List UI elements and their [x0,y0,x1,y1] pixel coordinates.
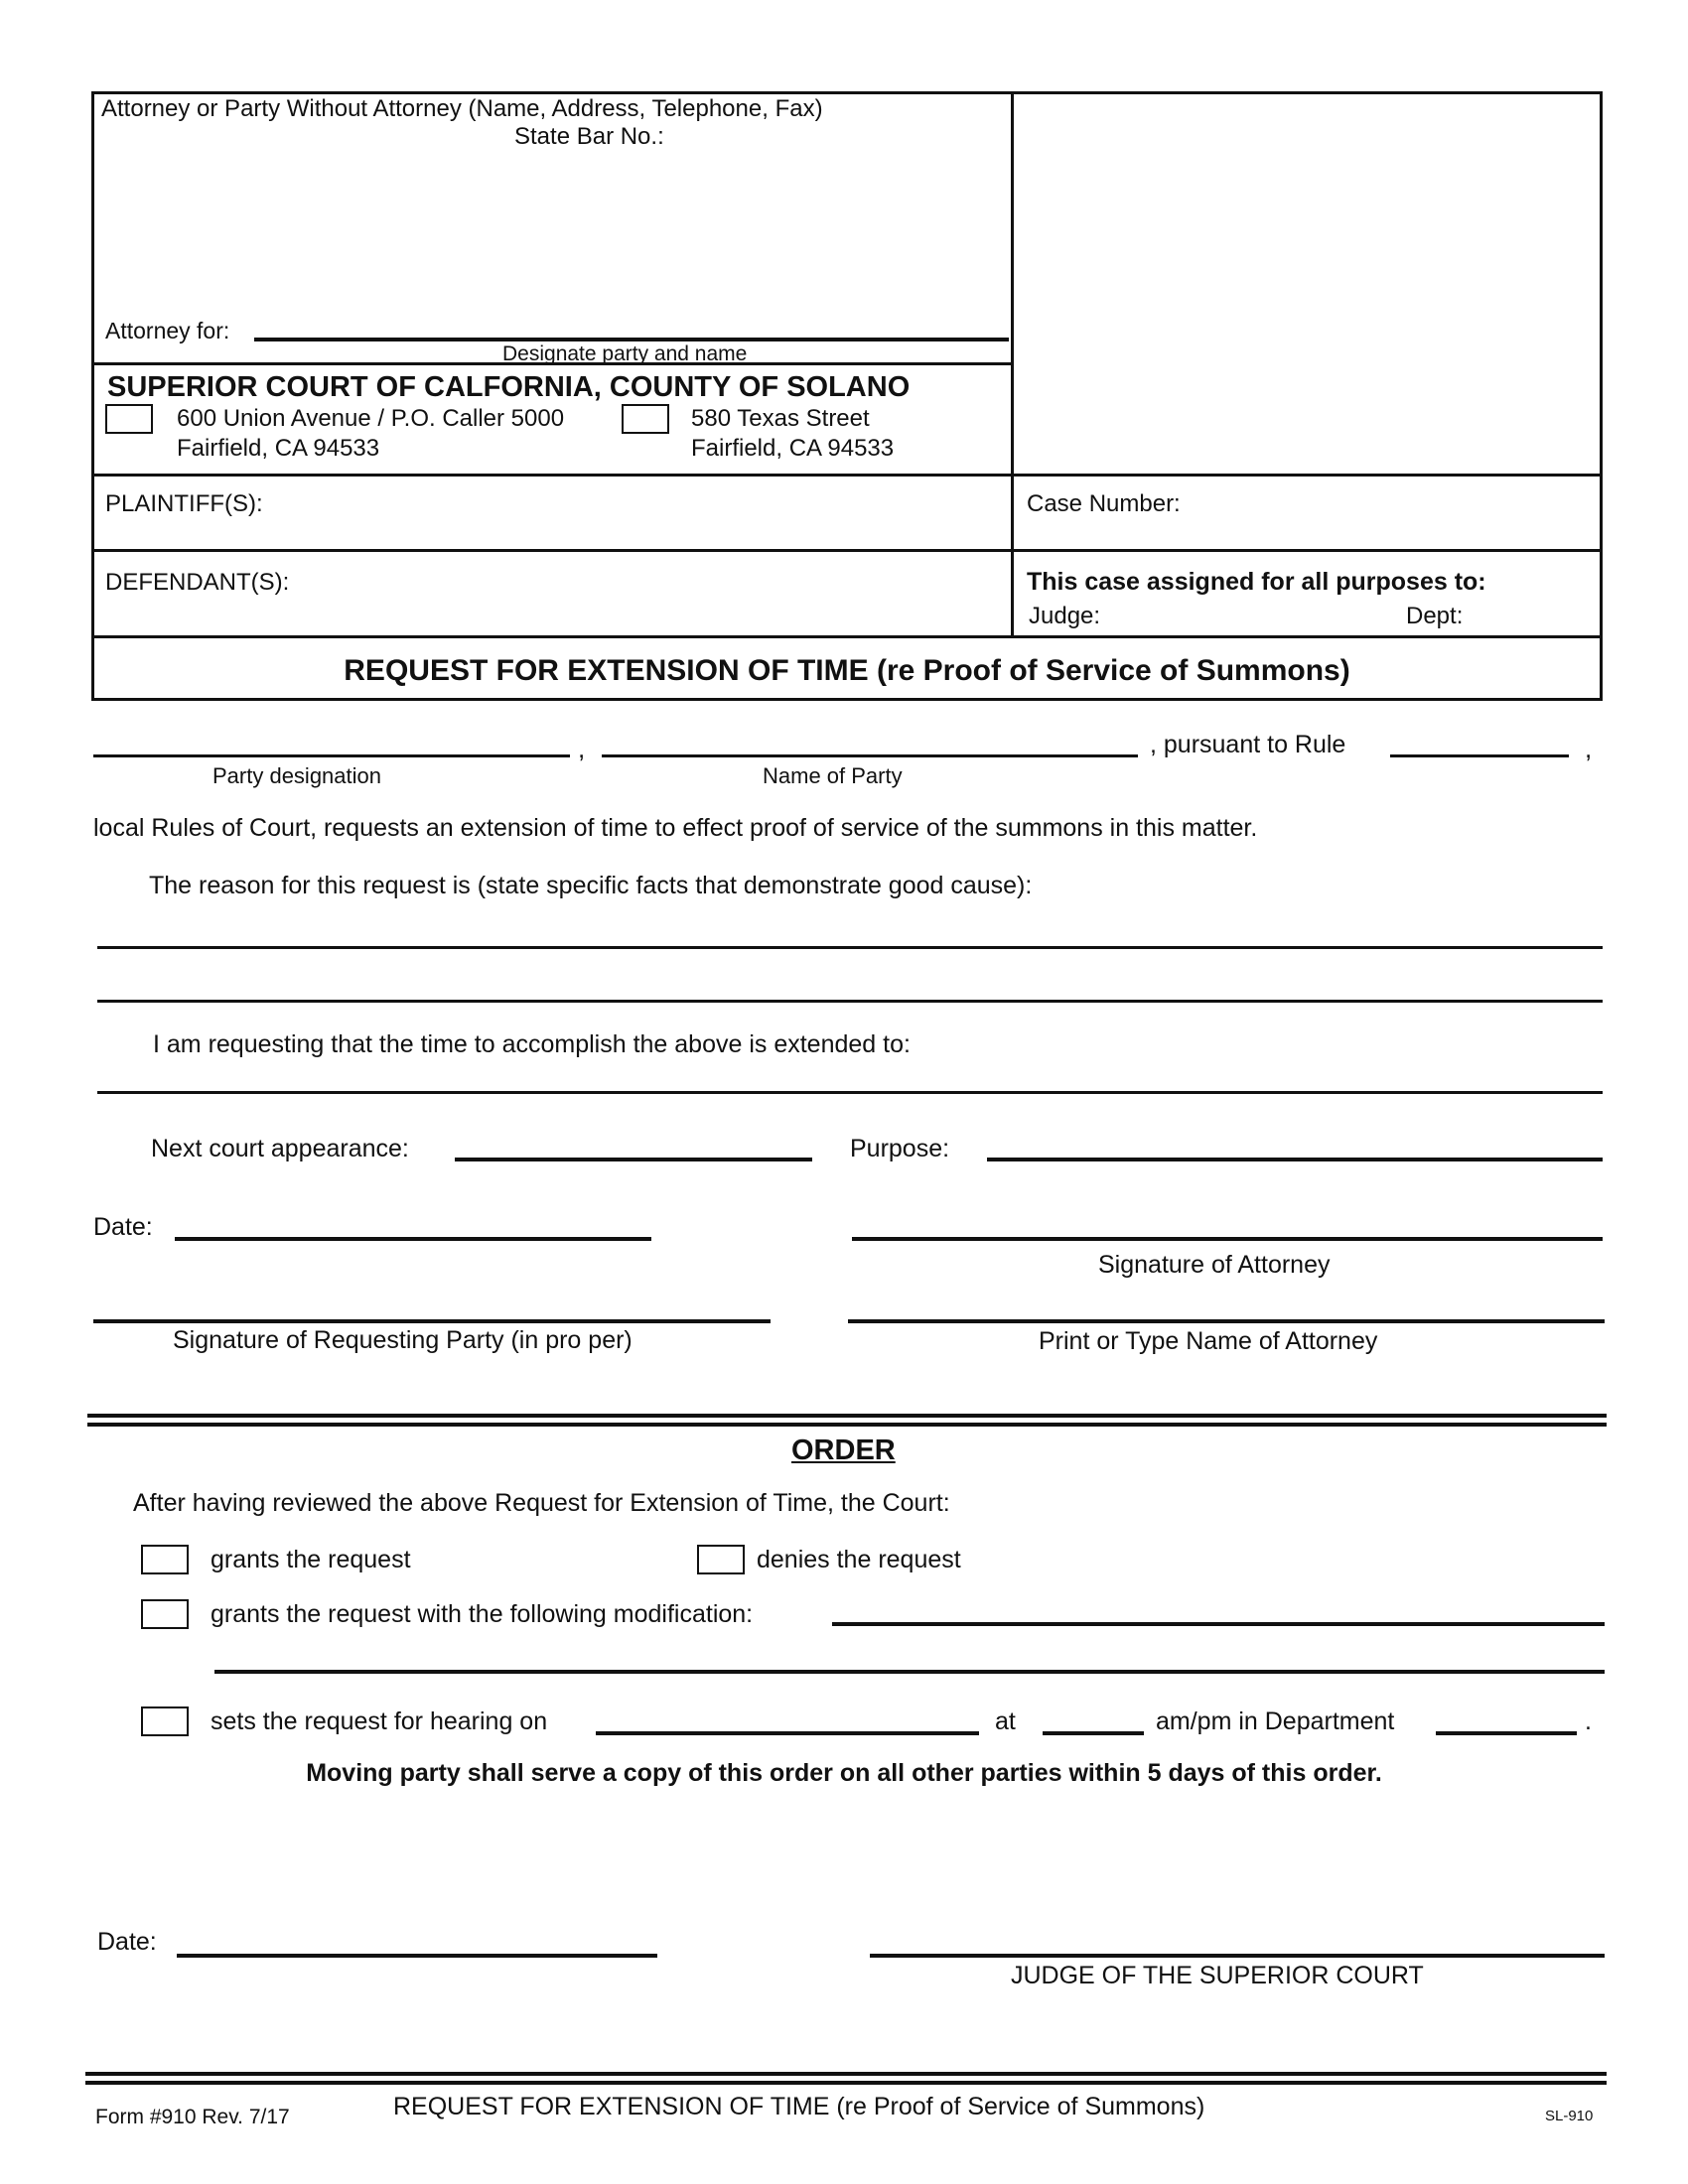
reason-line-2[interactable] [97,973,1603,1003]
ampm-label: am/pm in Department [1156,1707,1395,1735]
location-2-city: Fairfield, CA 94533 [691,435,895,462]
local-rules-text: local Rules of Court, requests an extension of time to effect proof of service of the summons in this matter. [93,814,1258,842]
location-1-checkbox[interactable] [105,404,153,434]
order-date-label: Date: [97,1928,157,1956]
request-date-input[interactable] [175,1211,651,1241]
caption-divider-defendant [91,549,1603,552]
footer-title: REQUEST FOR EXTENSION OF TIME (re Proof of Service of Summons) [393,2093,1205,2120]
denies-label: denies the request [757,1546,961,1573]
case-number-input[interactable] [1211,484,1594,514]
purpose-label: Purpose: [850,1135,950,1162]
grants-checkbox[interactable] [141,1545,189,1574]
judge-signature-input[interactable] [870,1928,1605,1958]
clerk-filing-stamp-area [1017,96,1597,472]
next-court-label: Next court appearance: [151,1135,409,1162]
next-court-input[interactable] [455,1132,812,1161]
hearing-time-input[interactable] [1043,1706,1144,1735]
party-designation-input[interactable] [93,728,570,757]
department-input[interactable] [1436,1706,1577,1735]
attorney-signature-input[interactable] [852,1211,1603,1241]
caption-divider-title [91,635,1603,638]
rule-number-input[interactable] [1390,728,1569,757]
attorney-print-name-caption: Print or Type Name of Attorney [1039,1327,1378,1355]
location-2-checkbox[interactable] [622,404,669,434]
extended-text: I am requesting that the time to accomplish the above is extended to: [153,1030,911,1058]
attorney-info-input[interactable] [103,157,1002,316]
attorney-for-label: Attorney for: [105,318,230,343]
denies-checkbox[interactable] [697,1545,745,1574]
reason-line-1[interactable] [97,919,1603,949]
location-2-address: 580 Texas Street [691,405,870,432]
name-of-party-input[interactable] [602,728,1138,757]
service-notice: Moving party shall serve a copy of this order on all other parties within 5 days of this order. [306,1759,1382,1787]
footer-form-number: Form #910 Rev. 7/17 [95,2106,290,2128]
order-divider-top [87,1414,1607,1418]
plaintiff-label: PLAINTIFF(S): [105,490,263,517]
party-signature-input[interactable] [93,1294,771,1323]
form-title: REQUEST FOR EXTENSION OF TIME (re Proof of Service of Summons) [344,654,1350,687]
modification-input-2[interactable] [214,1644,1605,1674]
hearing-date-input[interactable] [596,1706,979,1735]
attorney-for-input[interactable] [254,312,1009,341]
court-name: SUPERIOR COURT OF CALFORNIA, COUNTY OF SOLANO [107,371,911,403]
defendant-label: DEFENDANT(S): [105,569,290,596]
modification-input-1[interactable] [832,1596,1605,1626]
attorney-signature-caption: Signature of Attorney [1098,1251,1331,1279]
order-intro: After having reviewed the above Request for Extension of Time, the Court: [133,1489,950,1517]
attorney-print-name-input[interactable] [848,1294,1605,1323]
extended-to-input[interactable] [97,1064,1603,1094]
at-label: at [995,1707,1016,1735]
party-designation-caption: Party designation [212,763,381,788]
party-signature-caption: Signature of Requesting Party (in pro per) [173,1326,633,1354]
assigned-label: This case assigned for all purposes to: [1027,568,1486,596]
modification-label: grants the request with the following modification: [211,1600,754,1628]
state-bar-label: State Bar No.: [514,123,664,150]
hearing-checkbox[interactable] [141,1706,189,1736]
order-date-input[interactable] [177,1928,657,1958]
judge-caption: JUDGE OF THE SUPERIOR COURT [1011,1962,1424,1989]
location-1-address: 600 Union Avenue / P.O. Caller 5000 [177,405,565,432]
request-date-label: Date: [93,1213,153,1241]
footer-divider-top [85,2072,1607,2076]
reason-text: The reason for this request is (state specific facts that demonstrate good cause): [149,872,1033,899]
case-number-label: Case Number: [1027,490,1181,517]
footer-divider-bottom [85,2081,1607,2085]
hearing-label: sets the request for hearing on [211,1707,548,1735]
modification-checkbox[interactable] [141,1599,189,1629]
order-heading: ORDER [791,1434,896,1466]
pursuant-label: , pursuant to Rule [1150,731,1346,758]
caption-divider-plaintiff [91,474,1603,477]
purpose-input[interactable] [987,1132,1603,1161]
designate-party-caption: Designate party and name [502,342,748,365]
hearing-period: . [1585,1707,1592,1735]
attorney-label: Attorney or Party Without Attorney (Name, Address, Telephone, Fax) [101,95,823,122]
location-1-city: Fairfield, CA 94533 [177,435,380,462]
judge-label: Judge: [1029,603,1101,629]
grants-label: grants the request [211,1546,411,1573]
defendant-input[interactable] [298,562,1003,592]
name-of-party-caption: Name of Party [763,763,903,788]
order-divider-bottom [87,1423,1607,1427]
footer-code: SL-910 [1545,2108,1594,2124]
comma-2: , [1585,734,1593,763]
dept-label: Dept: [1406,603,1464,629]
plaintiff-input[interactable] [288,484,1003,514]
comma-1: , [578,734,586,763]
